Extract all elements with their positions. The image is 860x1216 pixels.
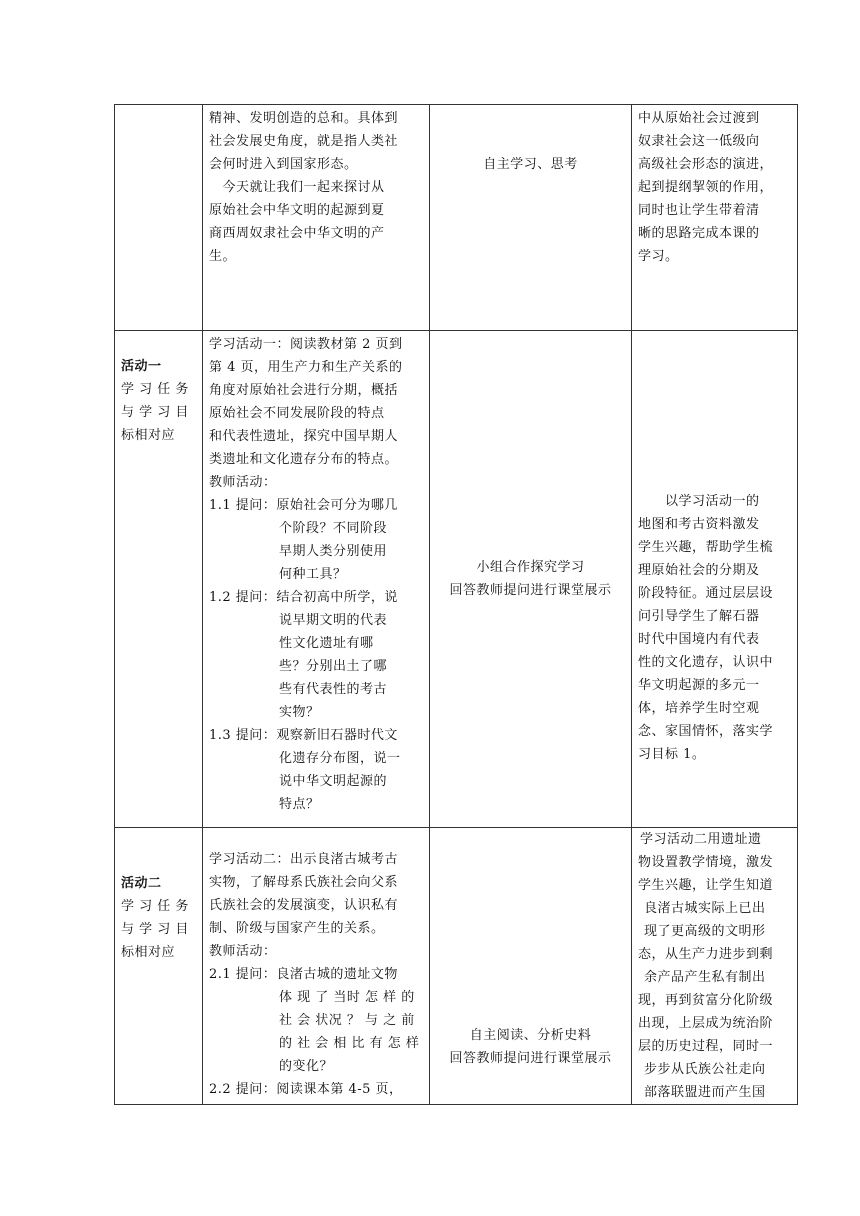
question-text: 特点？ bbox=[279, 797, 320, 812]
text-line: 余产品产生私有制出 bbox=[644, 970, 766, 985]
question-block bbox=[209, 724, 423, 816]
student-activity: 回答教师提问进行课堂展示 bbox=[449, 583, 612, 598]
question-text: 原始社会可分为哪几 bbox=[276, 498, 398, 513]
activity-subtitle: 学 习 任 务 bbox=[121, 382, 189, 397]
activity-subtitle: 标相对应 bbox=[121, 428, 176, 443]
text-line: 制、阶级与国家产生的关系。 bbox=[209, 921, 385, 936]
text-line: 体，培养学生时空观 bbox=[638, 701, 760, 716]
text-line: 学生兴趣，帮助学生梳 bbox=[638, 540, 774, 555]
text-line: 原始社会中华文明的起源到夏 bbox=[209, 203, 385, 218]
question-text: 些有代表性的考古 bbox=[279, 682, 388, 697]
question-text: 实物？ bbox=[279, 705, 320, 720]
activity-title: 活动二 bbox=[121, 876, 162, 891]
text-line: 时代中国境内有代表 bbox=[638, 632, 760, 647]
purpose-cell bbox=[632, 105, 798, 331]
question-text: 说中华文明起源的 bbox=[279, 774, 388, 789]
text-line: 氏族社会的发展演变，认识私有 bbox=[209, 898, 399, 913]
question-block bbox=[209, 586, 423, 724]
text-line: 奴隶社会这一低级向 bbox=[638, 134, 760, 149]
question-text: 性文化遗址有哪 bbox=[279, 636, 374, 651]
text-line: 念、家国情怀，落实学 bbox=[638, 724, 774, 739]
question-text: 社 会 状况 ？ 与 之 前 bbox=[279, 1013, 415, 1028]
question-label: 1.1 提问： bbox=[209, 498, 277, 513]
activity-cell bbox=[115, 828, 203, 1105]
text-line: 角度对原始社会进行分期，概括 bbox=[209, 383, 399, 398]
text-line: 问引导学生了解石器 bbox=[638, 609, 760, 624]
purpose-cell bbox=[632, 828, 798, 1105]
table-row bbox=[115, 828, 798, 1105]
activity-title: 活动一 bbox=[121, 359, 162, 374]
question-label: 1.2 提问： bbox=[209, 590, 277, 605]
text-line: 态，从生产力进步到剩 bbox=[638, 947, 774, 962]
text-line: 习目标 1。 bbox=[638, 747, 706, 762]
student-activity: 小组合作探究学习 bbox=[476, 560, 585, 575]
text-line: 以学习活动一的 bbox=[638, 494, 760, 509]
content-cell bbox=[203, 105, 430, 331]
activity-cell bbox=[115, 331, 203, 828]
text-line: 理原始社会的分期及 bbox=[638, 563, 760, 578]
question-text: 观察新旧石器时代文 bbox=[276, 728, 398, 743]
question-text: 些？分别出土了哪 bbox=[279, 659, 388, 674]
question-text: 个阶段？不同阶段 bbox=[279, 521, 388, 536]
text-line: 第 4 页，用生产力和生产关系的 bbox=[209, 360, 403, 375]
text-line: 物设置教学情境，激发 bbox=[638, 855, 774, 870]
question-label: 2.2 提问： bbox=[209, 1082, 277, 1097]
question-text: 何种工具？ bbox=[279, 567, 347, 582]
text-line: 现，再到贫富分化阶级 bbox=[638, 993, 774, 1008]
student-cell bbox=[430, 331, 632, 828]
text-line: 学习活动二：出示良渚古城考古 bbox=[209, 852, 399, 867]
text-line: 学习活动二用遗址遗 bbox=[640, 832, 762, 847]
table-row bbox=[115, 331, 798, 828]
activity-cell bbox=[115, 105, 203, 331]
text-line: 实物，了解母系氏族社会向父系 bbox=[209, 875, 399, 890]
student-activity: 自主学习、思考 bbox=[483, 157, 578, 172]
question-text: 早期人类分别使用 bbox=[279, 544, 388, 559]
content-cell bbox=[203, 828, 430, 1105]
question-block bbox=[209, 494, 423, 586]
text-line: 出现，上层成为统治阶 bbox=[638, 1016, 774, 1031]
text-line: 今天就让我们一起来探讨从 bbox=[209, 180, 385, 195]
text-line: 层的历史过程，同时一 bbox=[638, 1039, 774, 1054]
question-text: 说早期文明的代表 bbox=[279, 613, 388, 628]
text-line: 性的文化遗存，认识中 bbox=[638, 655, 774, 670]
text-line: 良渚古城实际上已出 bbox=[644, 901, 766, 916]
text-line: 同时也让学生带着清 bbox=[638, 203, 760, 218]
student-activity: 自主阅读、分析史料 bbox=[469, 1028, 592, 1043]
question-label: 1.3 提问： bbox=[209, 728, 277, 743]
question-block bbox=[209, 1078, 423, 1101]
text-line: 教师活动： bbox=[209, 944, 277, 959]
text-line: 和代表性遗址，探究中国早期人 bbox=[209, 429, 399, 444]
question-text: 阅读课本第 4-5 页， bbox=[276, 1082, 403, 1097]
question-text: 体 现 了 当时 怎 样 的 bbox=[279, 990, 415, 1005]
text-line: 会何时进入到国家形态。 bbox=[209, 157, 358, 172]
question-block bbox=[209, 963, 423, 1078]
question-text: 结合初高中所学，说 bbox=[276, 590, 398, 605]
purpose-cell bbox=[632, 331, 798, 828]
student-cell bbox=[430, 105, 632, 331]
text-line: 精神、发明创造的总和。具体到 bbox=[209, 111, 399, 126]
text-line: 学习活动一：阅读教材第 2 页到 bbox=[209, 337, 403, 352]
activity-subtitle: 与 学 习 目 bbox=[121, 922, 189, 937]
text-line: 晰的思路完成本课的 bbox=[638, 226, 760, 241]
text-line: 生。 bbox=[209, 249, 237, 264]
question-text: 的 社 会 相 比 有 怎 样 bbox=[279, 1036, 420, 1051]
question-text: 的变化？ bbox=[279, 1059, 334, 1074]
text-line: 教师活动： bbox=[209, 475, 277, 490]
text-line: 中从原始社会过渡到 bbox=[638, 111, 760, 126]
activity-subtitle: 标相对应 bbox=[121, 945, 176, 960]
text-line: 原始社会不同发展阶段的特点 bbox=[209, 406, 385, 421]
content-cell bbox=[203, 331, 430, 828]
student-cell bbox=[430, 828, 632, 1105]
text-line: 华文明起源的多元一 bbox=[638, 678, 760, 693]
text-line: 起到提纲挈领的作用， bbox=[638, 180, 774, 195]
question-label: 2.1 提问： bbox=[209, 967, 277, 982]
text-line: 部落联盟进而产生国 bbox=[644, 1085, 766, 1100]
question-text: 良渚古城的遗址文物 bbox=[276, 967, 398, 982]
activity-subtitle: 与 学 习 目 bbox=[121, 405, 189, 420]
text-line: 商西周奴隶社会中华文明的产 bbox=[209, 226, 385, 241]
text-line: 学生兴趣，让学生知道 bbox=[638, 878, 774, 893]
text-line: 高级社会形态的演进， bbox=[638, 157, 774, 172]
question-text: 化遗存分布图，说一 bbox=[279, 751, 401, 766]
student-activity: 回答教师提问进行课堂展示 bbox=[449, 1051, 612, 1066]
lesson-plan-table bbox=[114, 104, 798, 1105]
text-line: 现了更高级的文明形 bbox=[644, 924, 766, 939]
text-line: 学习。 bbox=[638, 249, 679, 264]
text-line: 地图和考古资料激发 bbox=[638, 517, 760, 532]
activity-subtitle: 学 习 任 务 bbox=[121, 899, 189, 914]
text-line: 阶段特征。通过层层设 bbox=[638, 586, 774, 601]
text-line: 类遗址和文化遗存分布的特点。 bbox=[209, 452, 399, 467]
table-row bbox=[115, 105, 798, 331]
text-line: 社会发展史角度，就是指人类社 bbox=[209, 134, 399, 149]
text-line: 步步从氏族公社走向 bbox=[644, 1062, 766, 1077]
